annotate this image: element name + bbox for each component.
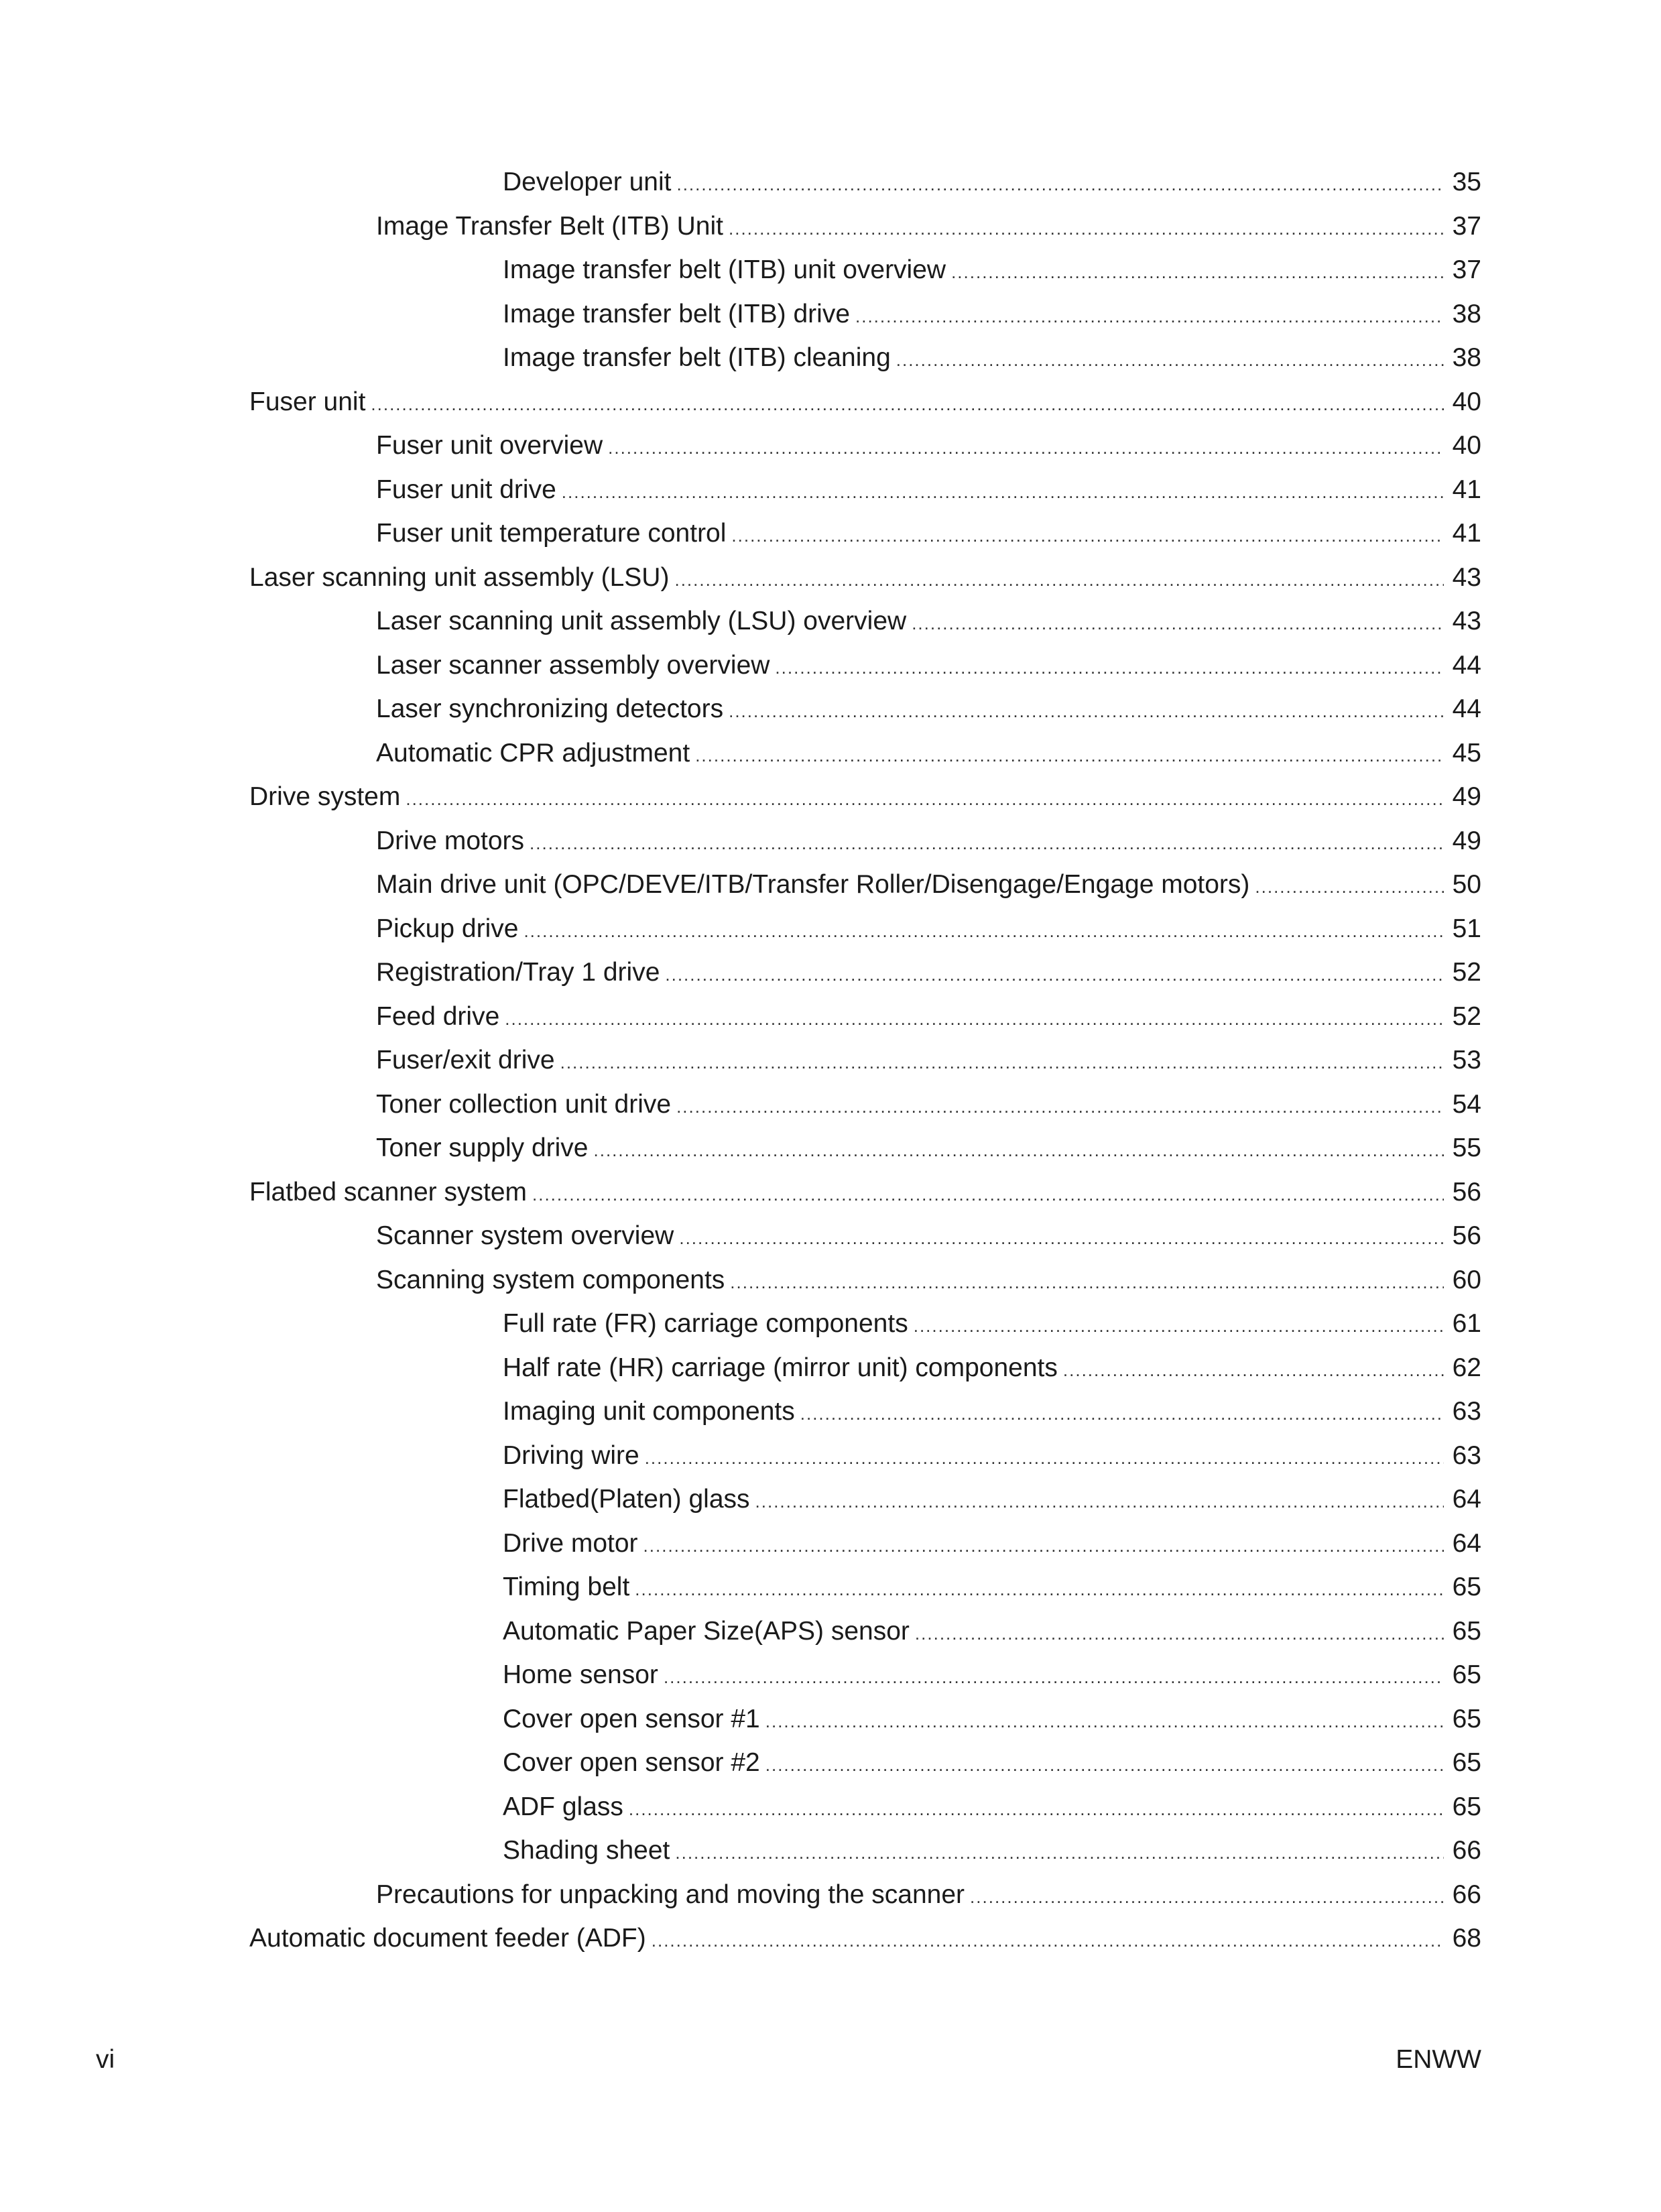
- toc-entry[interactable]: [376, 997, 1481, 1037]
- toc-entry[interactable]: [376, 426, 1481, 466]
- dot-leader: [765, 1701, 1444, 1739]
- toc-entry[interactable]: [503, 250, 1481, 290]
- footer-doc-code: ENWW: [1396, 2045, 1481, 2074]
- toc-entry-title: Shading sheet: [503, 1836, 670, 1865]
- dot-leader: [530, 823, 1444, 861]
- dot-leader: [914, 1306, 1444, 1344]
- dot-leader: [665, 955, 1444, 993]
- toc-entry-title: Precautions for unpacking and moving the scanner: [376, 1880, 965, 1909]
- toc-entry-title: Image transfer belt (ITB) unit overview: [503, 255, 946, 284]
- toc-entry-page: 65: [1452, 1617, 1481, 1646]
- toc-entry[interactable]: [376, 953, 1481, 993]
- toc-entry[interactable]: [376, 909, 1481, 949]
- toc-entry[interactable]: [503, 1831, 1481, 1871]
- toc-entry-title: Main drive unit (OPC/DEVE/ITB/Transfer Roller/Disengage/Engage motors): [376, 870, 1250, 899]
- dot-leader: [970, 1877, 1444, 1915]
- toc-entry-title: Fuser/exit drive: [376, 1046, 555, 1074]
- toc-entry-title: Driving wire: [503, 1441, 639, 1470]
- toc-entry-title: Flatbed(Platen) glass: [503, 1485, 750, 1514]
- toc-entry[interactable]: [503, 1655, 1481, 1695]
- dot-leader: [608, 428, 1444, 466]
- dot-leader: [912, 603, 1444, 641]
- dot-leader: [594, 1130, 1444, 1168]
- toc-entry[interactable]: [376, 821, 1481, 861]
- toc-entry-title: Drive motors: [376, 826, 525, 855]
- toc-entry-page: 43: [1452, 607, 1481, 635]
- toc-entry-title: Laser scanning unit assembly (LSU) overview: [376, 607, 907, 635]
- toc-entry-title: Laser synchronizing detectors: [376, 694, 724, 723]
- toc-entry-page: 53: [1452, 1046, 1481, 1074]
- dot-leader: [524, 911, 1444, 949]
- toc-entry[interactable]: [249, 558, 1481, 598]
- toc-entry-page: 55: [1452, 1133, 1481, 1162]
- toc-entry-title: Image transfer belt (ITB) cleaning: [503, 343, 891, 372]
- toc-entry-title: Imaging unit components: [503, 1397, 795, 1426]
- toc-entry-page: 66: [1452, 1880, 1481, 1909]
- toc-entry-title: Feed drive: [376, 1002, 500, 1031]
- dot-leader: [664, 1657, 1444, 1695]
- toc-entry-title: Flatbed scanner system: [249, 1178, 528, 1207]
- toc-entry-page: 52: [1452, 958, 1481, 987]
- toc-entry[interactable]: [376, 1128, 1481, 1168]
- toc-entry[interactable]: [503, 1436, 1481, 1476]
- dot-leader: [729, 691, 1444, 729]
- toc-entry-page: 63: [1452, 1397, 1481, 1426]
- dot-leader: [730, 1262, 1444, 1300]
- dot-leader: [652, 1920, 1444, 1959]
- toc-entry-page: 44: [1452, 694, 1481, 723]
- dot-leader: [1063, 1350, 1444, 1388]
- toc-entry-page: 41: [1452, 519, 1481, 548]
- toc-entry-title: Fuser unit drive: [376, 475, 556, 504]
- toc-entry[interactable]: [503, 1743, 1481, 1783]
- toc-entry-page: 68: [1452, 1924, 1481, 1953]
- toc-entry-page: 65: [1452, 1660, 1481, 1689]
- toc-entry-page: 66: [1452, 1836, 1481, 1865]
- toc-entry-title: Full rate (FR) carriage components: [503, 1309, 908, 1338]
- dot-leader: [855, 296, 1444, 334]
- dot-leader: [562, 472, 1444, 510]
- toc-entry-page: 64: [1452, 1485, 1481, 1514]
- toc-entry[interactable]: [503, 1787, 1481, 1827]
- toc-entry-title: Registration/Tray 1 drive: [376, 958, 660, 987]
- toc-entry[interactable]: [249, 1172, 1481, 1213]
- toc-entry[interactable]: [503, 1699, 1481, 1739]
- toc-entry-page: 49: [1452, 782, 1481, 811]
- toc-entry[interactable]: [503, 1348, 1481, 1388]
- toc-entry-page: 62: [1452, 1353, 1481, 1382]
- dot-leader: [729, 208, 1444, 247]
- toc-entry[interactable]: [503, 1479, 1481, 1520]
- dot-leader: [915, 1613, 1444, 1652]
- toc-entry[interactable]: [249, 777, 1481, 817]
- dot-leader: [951, 252, 1444, 290]
- toc-entry-page: 56: [1452, 1178, 1481, 1207]
- toc-entry[interactable]: [376, 1216, 1481, 1256]
- dot-leader: [896, 340, 1444, 378]
- toc-entry-page: 38: [1452, 343, 1481, 372]
- toc-entry-page: 65: [1452, 1573, 1481, 1601]
- toc-entry-page: 38: [1452, 300, 1481, 328]
- toc-entry-page: 56: [1452, 1221, 1481, 1250]
- toc-entry-page: 37: [1452, 255, 1481, 284]
- dot-leader: [765, 1745, 1444, 1783]
- dot-leader: [695, 735, 1444, 774]
- toc-entry-title: Fuser unit: [249, 387, 366, 416]
- toc-entry[interactable]: [503, 1567, 1481, 1607]
- toc-entry[interactable]: [503, 338, 1481, 378]
- toc-entry[interactable]: [376, 601, 1481, 641]
- toc-entry-title: Fuser unit temperature control: [376, 519, 727, 548]
- toc-entry-page: 50: [1452, 870, 1481, 899]
- dot-leader: [643, 1526, 1444, 1564]
- toc-entry-title: Cover open sensor #1: [503, 1705, 760, 1733]
- toc-entry[interactable]: [503, 294, 1481, 334]
- toc-entry-title: Drive system: [249, 782, 401, 811]
- dot-leader: [560, 1042, 1444, 1081]
- toc-entry-title: Toner supply drive: [376, 1133, 589, 1162]
- toc-entry-title: Drive motor: [503, 1529, 638, 1558]
- dot-leader: [505, 999, 1444, 1037]
- toc-entry-page: 41: [1452, 475, 1481, 504]
- toc-entry-page: 49: [1452, 826, 1481, 855]
- toc-entry[interactable]: [376, 470, 1481, 510]
- toc-entry[interactable]: [503, 1524, 1481, 1564]
- dot-leader: [731, 515, 1444, 554]
- dot-leader: [676, 1087, 1444, 1125]
- toc-entry-title: ADF glass: [503, 1792, 623, 1821]
- toc-entry-page: 63: [1452, 1441, 1481, 1470]
- toc-entry[interactable]: [376, 1260, 1481, 1300]
- toc-entry[interactable]: [376, 733, 1481, 774]
- toc-entry-title: Half rate (HR) carriage (mirror unit) components: [503, 1353, 1058, 1382]
- dot-leader: [645, 1438, 1444, 1476]
- toc-entry-page: 65: [1452, 1748, 1481, 1777]
- dot-leader: [406, 779, 1444, 817]
- toc-entry[interactable]: [503, 1392, 1481, 1432]
- toc-entry[interactable]: [503, 1304, 1481, 1344]
- dot-leader: [532, 1174, 1444, 1213]
- toc-entry-title: Developer unit: [503, 168, 672, 196]
- toc-entry-title: Scanner system overview: [376, 1221, 674, 1250]
- toc-entry-title: Automatic document feeder (ADF): [249, 1924, 646, 1953]
- dot-leader: [629, 1789, 1444, 1827]
- toc-entry-title: Image Transfer Belt (ITB) Unit: [376, 212, 723, 241]
- toc-entry[interactable]: [376, 865, 1481, 905]
- toc-entry-page: 44: [1452, 651, 1481, 680]
- dot-leader: [1255, 867, 1444, 905]
- toc-entry-page: 65: [1452, 1705, 1481, 1733]
- toc-entry-title: Timing belt: [503, 1573, 630, 1601]
- toc-entry[interactable]: [376, 1040, 1481, 1081]
- toc-entry-page: 37: [1452, 212, 1481, 241]
- toc-entry[interactable]: [503, 162, 1481, 202]
- toc-entry[interactable]: [249, 382, 1481, 422]
- toc-entry-title: Laser scanner assembly overview: [376, 651, 770, 680]
- toc-entry-page: 54: [1452, 1090, 1481, 1119]
- toc-entry-title: Home sensor: [503, 1660, 658, 1689]
- toc-entry-title: Scanning system components: [376, 1266, 725, 1294]
- toc-entry-page: 64: [1452, 1529, 1481, 1558]
- toc-entry[interactable]: [249, 1918, 1481, 1959]
- toc-entry-page: 52: [1452, 1002, 1481, 1031]
- dot-leader: [635, 1569, 1444, 1607]
- footer-page-number: vi: [96, 2045, 115, 2074]
- toc-entry-page: 61: [1452, 1309, 1481, 1338]
- toc-entry-page: 43: [1452, 563, 1481, 592]
- toc-entry-page: 65: [1452, 1792, 1481, 1821]
- toc-entry-title: Pickup drive: [376, 914, 519, 943]
- toc-entry-page: 40: [1452, 431, 1481, 460]
- dot-leader: [679, 1218, 1444, 1256]
- dot-leader: [675, 1833, 1444, 1871]
- dot-leader: [775, 648, 1444, 686]
- toc-entry[interactable]: [376, 206, 1481, 247]
- toc-entry-title: Cover open sensor #2: [503, 1748, 760, 1777]
- dot-leader: [371, 384, 1444, 422]
- toc-entry-page: 35: [1452, 168, 1481, 196]
- toc-entry-title: Fuser unit overview: [376, 431, 603, 460]
- toc-entry-page: 40: [1452, 387, 1481, 416]
- toc-entry-page: 45: [1452, 739, 1481, 767]
- toc-entry-title: Automatic Paper Size(APS) sensor: [503, 1617, 910, 1646]
- toc-entry-page: 60: [1452, 1266, 1481, 1294]
- dot-leader: [800, 1394, 1444, 1432]
- toc-entry-title: Toner collection unit drive: [376, 1090, 672, 1119]
- toc-entry[interactable]: [376, 1875, 1481, 1915]
- toc-entry[interactable]: [376, 646, 1481, 686]
- toc-entry[interactable]: [503, 1611, 1481, 1652]
- toc-entry-title: Automatic CPR adjustment: [376, 739, 690, 767]
- toc-entry[interactable]: [376, 689, 1481, 729]
- toc-entry-title: Laser scanning unit assembly (LSU): [249, 563, 670, 592]
- toc-entry-page: 51: [1452, 914, 1481, 943]
- toc-entry[interactable]: [376, 513, 1481, 554]
- dot-leader: [755, 1481, 1444, 1520]
- toc-entry-title: Image transfer belt (ITB) drive: [503, 300, 851, 328]
- toc-entry[interactable]: [376, 1085, 1481, 1125]
- dot-leader: [676, 164, 1444, 202]
- dot-leader: [674, 560, 1444, 598]
